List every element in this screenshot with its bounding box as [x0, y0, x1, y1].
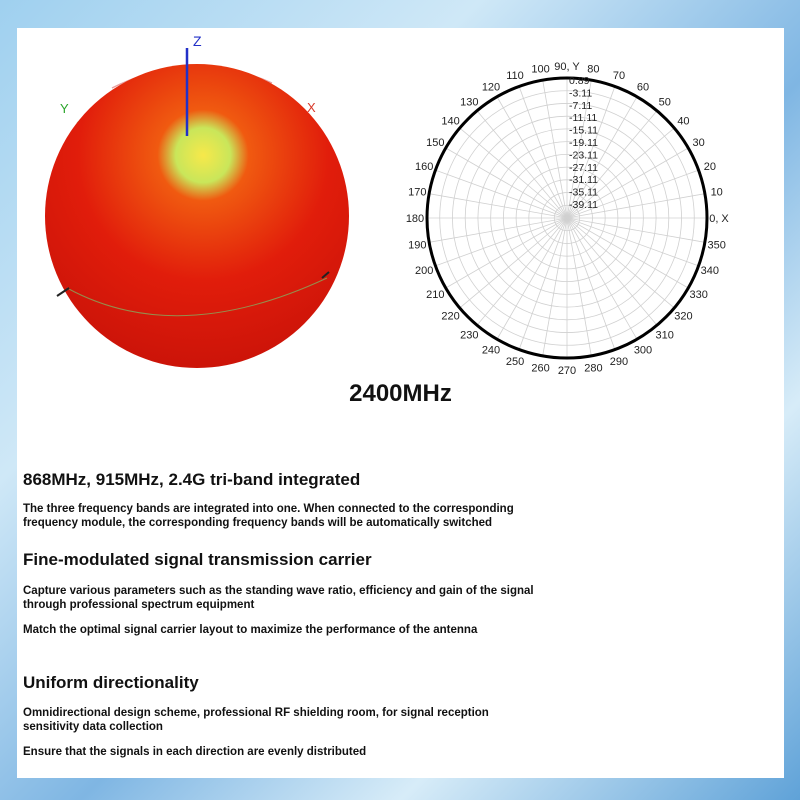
- section-paragraph: Match the optimal signal carrier layout to maximize the performance of the antenna: [23, 624, 478, 636]
- polar-angle-label: 230: [460, 329, 479, 342]
- polar-ring-label: -11.11: [569, 112, 598, 125]
- polar-angle-label: 110: [506, 70, 524, 83]
- polar-angle-label: 150: [426, 137, 445, 149]
- polar-angle-label: 170: [408, 186, 427, 199]
- polar-angle-label: 160: [414, 161, 434, 174]
- polar-ring-label: -23.11: [569, 149, 598, 162]
- polar-angle-label: 240: [481, 344, 501, 357]
- sphere-body: [45, 64, 349, 368]
- polar-angle-label: 100: [531, 63, 550, 76]
- polar-angle-label: 60: [636, 81, 650, 94]
- polar-angle-label: 330: [689, 289, 708, 301]
- polar-angle-label: 0, X: [709, 213, 729, 225]
- polar-plot: [397, 48, 737, 388]
- polar-angle-label: 280: [584, 362, 603, 375]
- polar-angle-label: 40: [677, 115, 690, 128]
- polar-angle-label: 10: [710, 186, 723, 199]
- section-tri-band: [23, 470, 543, 530]
- polar-angle-label: 260: [531, 362, 550, 375]
- polar-angle-label: 80: [587, 63, 600, 76]
- polar-angle-label: 250: [505, 355, 525, 368]
- section-heading: Fine-modulated signal transmission carrier: [23, 550, 372, 569]
- polar-angle-label: 130: [460, 96, 479, 109]
- section-heading: Uniform directionality: [23, 673, 199, 692]
- polar-angle-label: 120: [481, 81, 501, 94]
- polar-angle-label: 320: [674, 310, 693, 323]
- polar-angle-label: 20: [703, 161, 716, 174]
- polar-ring-label: -27.11: [569, 161, 598, 174]
- polar-ring-label: 0.89: [569, 75, 590, 87]
- polar-ring-label: -3.11: [569, 87, 593, 100]
- polar-angle-label: 270: [557, 365, 577, 377]
- polar-ring-label: -7.11: [569, 99, 593, 112]
- section-paragraph: Omnidirectional design scheme, professional RF shielding room, for signal reception sensitivity data collection: [23, 707, 489, 733]
- polar-angle-label: 210: [426, 289, 445, 301]
- radiation-sphere-3d: [17, 28, 377, 368]
- content-panel: [17, 28, 784, 778]
- polar-ring-label: -39.11: [569, 199, 598, 211]
- section-heading: 868MHz, 915MHz, 2.4G tri-band integrated: [23, 470, 361, 489]
- polar-angle-label: 200: [414, 264, 434, 277]
- section-paragraph: Ensure that the signals in each direction are evenly distributed: [23, 746, 367, 758]
- polar-angle-label: 220: [441, 310, 460, 323]
- polar-angle-label: 30: [692, 137, 705, 149]
- polar-ring-label: -31.11: [569, 174, 598, 187]
- polar-angle-label: 70: [612, 70, 626, 83]
- polar-ring-label: -15.11: [569, 124, 598, 137]
- frequency-title: 2400MHz: [349, 380, 452, 407]
- y-axis-label: Y: [60, 101, 69, 116]
- z-axis-label: Z: [193, 33, 202, 49]
- x-axis-label: X: [307, 100, 316, 115]
- polar-ring-label: -19.11: [569, 137, 598, 149]
- polar-angle-label: 190: [408, 239, 427, 252]
- polar-angle-label: 90, Y: [554, 61, 580, 73]
- polar-angle-label: 140: [441, 115, 460, 128]
- section-signal-carrier: [23, 550, 543, 637]
- polar-angle-label: 290: [609, 355, 629, 368]
- section-directionality: [23, 673, 543, 759]
- section-paragraph: Capture various parameters such as the standing wave ratio, efficiency and gain of the signal through professional spectrum equipment: [23, 585, 534, 611]
- polar-ring-label: -35.11: [569, 186, 598, 199]
- polar-angle-label: 300: [633, 344, 653, 357]
- section-paragraph: The three frequency bands are integrated into one. When connected to the corresponding frequency module, the corresponding frequency bands will be automatically switched: [23, 503, 514, 529]
- polar-angle-label: 50: [658, 96, 671, 109]
- polar-angle-label: 350: [707, 239, 726, 252]
- polar-angle-label: 180: [405, 213, 425, 225]
- polar-angle-label: 310: [655, 329, 674, 342]
- polar-angle-label: 340: [700, 264, 720, 277]
